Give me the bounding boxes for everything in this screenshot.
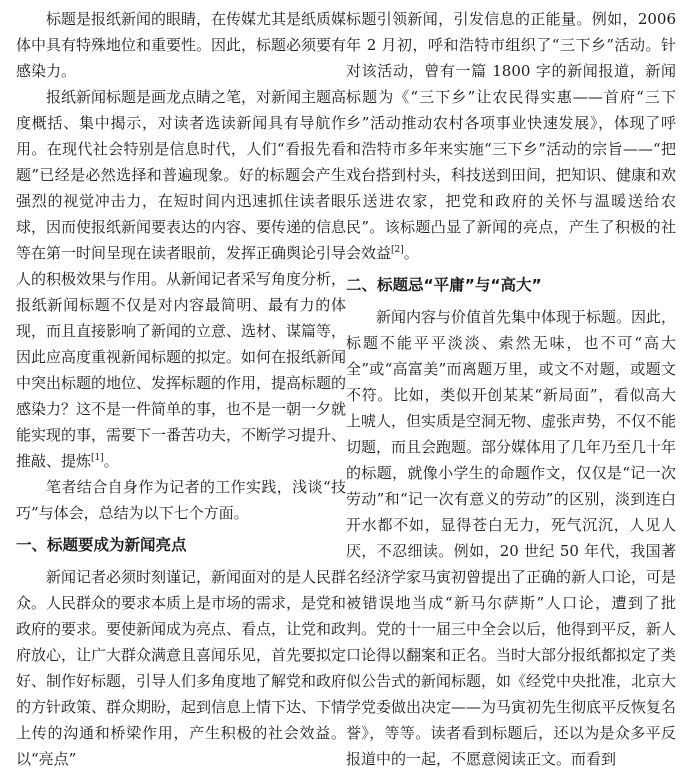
section-heading-1: 一、标题要成为新闻亮点 bbox=[16, 536, 187, 554]
summary-paragraph: 笔者结合自身作为记者的工作实践，浅谈“技巧”与体会，总结为以下七个方面。 bbox=[16, 478, 346, 522]
section-1-paragraph: 新闻记者必须时刻谨记，新闻面对的是人民群众。人民群众的要求本质上是市场的需求，是党和政府的要求。要使新闻成为亮点、看点，让党和政府放心，让广大群众满意且喜闻乐见，首先要拟定好、制作好标题，引导人们多角度地了解党和政府的方针政策、群众期盼，起到信息上情下达、下情上传的沟通和桥梁作用，产生积极的社会效益。以“亮点” bbox=[16, 568, 347, 768]
citation-1: [1] bbox=[91, 453, 104, 463]
paragraph-text: 标题引领新闻，引发信息的正能量。例如，2006 年 2 月初，呼和浩特市组织了“三下乡”活动。针对该活动，曾有一篇 1800 字的新闻报道，新闻标题为《“三下乡”让农民得实惠——首府“三下乡”活动推动农村各项事业快速发展》，体现了呼和浩特市多年来实施“三下乡”活动的宗旨——“把戏台搭到村头，科技送到田间，把知识、健康和欢乐送进农家，把党和政府的关怀与温暖送给农民”。该标题凸显了新闻的亮点，产生了积极的社会效益 bbox=[346, 10, 677, 262]
headline-importance-paragraph bbox=[16, 84, 346, 474]
intro-paragraph: 标题是报纸新闻的眼睛，在传媒尤其是纸质媒体中具有特殊地位和重要性。因此，标题必须要有感染力。 bbox=[16, 10, 347, 80]
continued-paragraph bbox=[346, 6, 676, 266]
paragraph-end: 。 bbox=[403, 244, 419, 262]
section-2-paragraph: 新闻内容与价值首先集中体现于标题。因此，标题不能平平淡淡、索然无味，也不可“高大全”或“高富美”而离题万里，或文不对题，或题文不符。比如，类似开创某某“新局面”，看似高大上唬人，但实质是空洞无物、虚张声势，不仅不能切题，而且会跑题。部分媒体用了几年乃至几十年的标题，就像小学生的命题作文，仅仅是“记一次劳动”和“记一次有意义的劳动”的区别，淡到连白开水都不如，显得苍白无力，死气沉沉，人见人厌，不忍细读。例如，20 世纪 50 年代，我国著名经济学家马寅初曾提出了正确的新人口论，可是被错误地当成“新马尔萨斯”人口论，遭到了批判。党的十一届三中全会以后，他得到平反，新人口论得以翻案和正名。当时大部分报纸都拟定了类似公告式的新闻标题，如《经党中央批准，北京大学党委做出决定——为马寅初先生彻底平反恢复名誉》，等等。读者看到标题后，还以为是众多平反报道中的一起，不愿意阅读正文。而看到 bbox=[346, 308, 677, 768]
right-column bbox=[346, 6, 676, 772]
section-heading-2: 二、标题忌“平庸”与“高大” bbox=[346, 276, 542, 294]
left-column bbox=[16, 6, 346, 772]
paragraph-end: 。 bbox=[103, 452, 119, 470]
paragraph-text: 报纸新闻标题是画龙点睛之笔，对新闻主题高度概括、集中揭示，对读者选读新闻具有导航作用。在现代社会特别是信息时代，人们“看报先看题”已经是必然选择和普遍现象。好的标题会产生强烈的视觉冲击力，在短时间内迅速抓住读者眼球，因而使报纸新闻要表达的内容、要传递的信息等在第一时间呈现在读者眼前，发挥正确舆论引导人的积极效果与作用。从新闻记者采写角度分析，报纸新闻标题不仅是对内容最简明、最有力的体现，而且直接影响了新闻的立意、选材、谋篇等，因此应高度重视新闻标题的拟定。如何在报纸新闻中突出标题的地位、发挥标题的作用，提高标题的感染力？这不是一件简单的事，也不是一朝一夕就能实现的事，需要下一番苦功夫，不断学习提升、推敲、提炼 bbox=[16, 88, 347, 470]
citation-2: [2] bbox=[391, 245, 404, 255]
